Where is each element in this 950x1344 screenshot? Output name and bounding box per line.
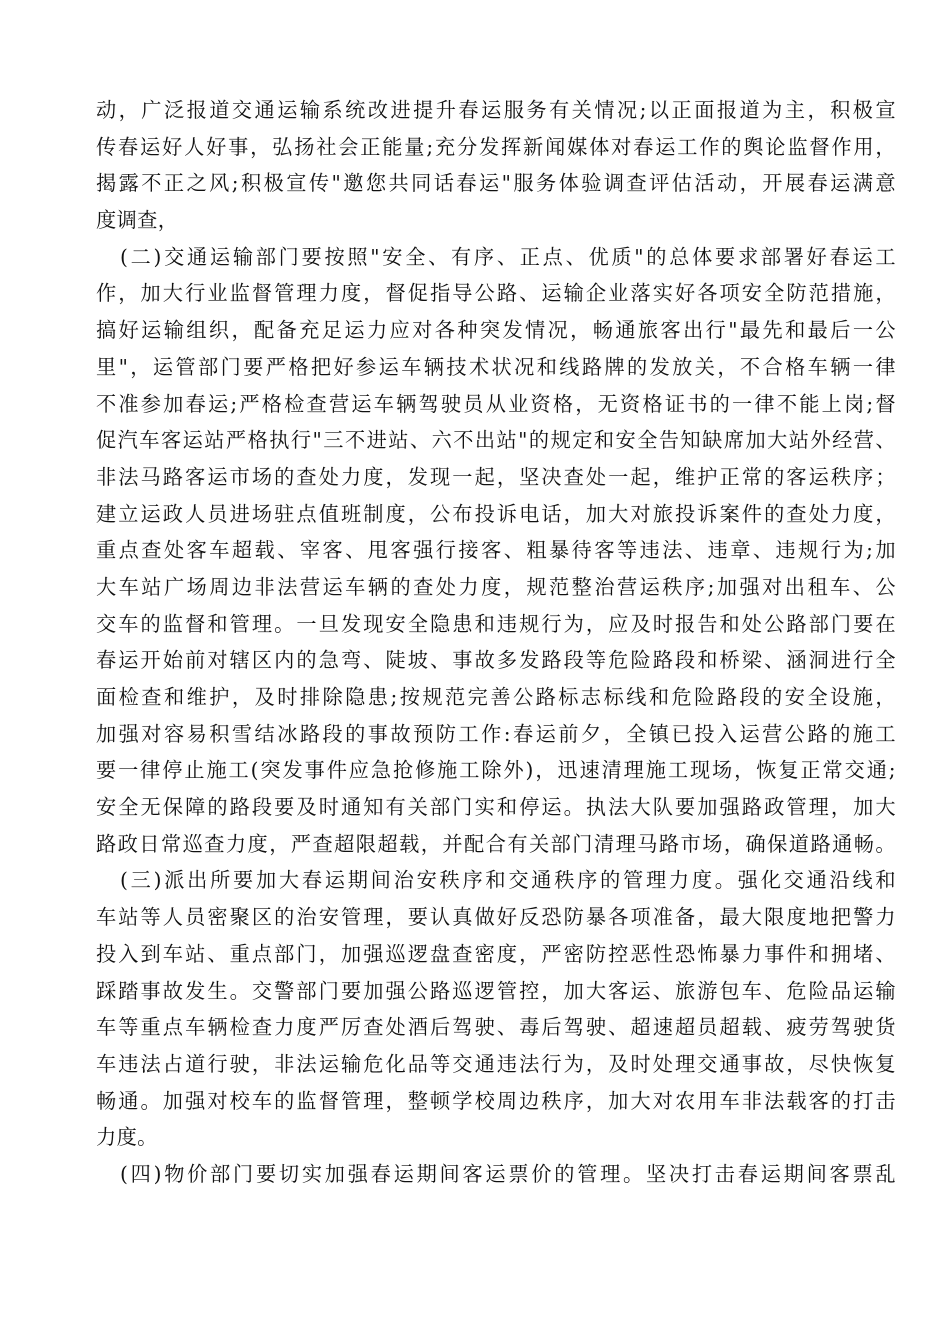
text-line: 畅通。加强对校车的监督管理，整顿学校周边秩序，加大对农用车非法载客的打击: [96, 1088, 896, 1113]
text-line: 度调查，: [96, 208, 179, 233]
text-line: 揭露不正之风;积极宣传"邀您共同话春运"服务体验调查评估活动，开展春运满意: [96, 171, 896, 196]
text-line: 春运开始前对辖区内的急弯、陡坡、事故多发路段等危险路段和桥梁、涵洞进行全: [96, 648, 896, 673]
document-body: [96, 92, 896, 1193]
text-line: 车站等人员密聚区的治安管理，要认真做好反恐防暴各项准备，最大限度地把警力: [96, 905, 896, 930]
text-line: 非法马路客运市场的查处力度，发现一起，坚决查处一起，维护正常的客运秩序；: [96, 464, 896, 489]
text-line: 安全无保障的路段要及时通知有关部门实和停运。执法大队要加强路政管理，加大: [96, 795, 896, 820]
text-line: 路政日常巡查力度，严查超限超载，并配合有关部门清理马路市场，确保道路通畅。: [96, 831, 896, 856]
text-line: 里"，运管部门要严格把好参运车辆技术状况和线路牌的发放关，不合格车辆一律: [96, 354, 896, 379]
text-line: 动，广泛报道交通运输系统改进提升春运服务有关情况;以正面报道为主，积极宣: [96, 98, 896, 122]
text-line: 投入到车站、重点部门，加强巡逻盘查密度，严密防控恶性恐怖暴力事件和拥堵、: [96, 941, 896, 966]
text-line: 要一律停止施工(突发事件应急抢修施工除外)，迅速清理施工现场，恢复正常交通;: [96, 758, 896, 783]
text-line: 力度。: [96, 1125, 158, 1150]
text-line: 车等重点车辆检查力度严厉查处酒后驾驶、毒后驾驶、超速超员超载、疲劳驾驶货: [96, 1015, 896, 1040]
text-line: 不准参加春运;严格检查营运车辆驾驶员从业资格，无资格证书的一律不能上岗;督: [96, 391, 896, 416]
text-line: 加强对容易积雪结冰路段的事故预防工作:春运前夕，全镇已投入运营公路的施工: [96, 721, 896, 746]
text-line: 重点查处客车超载、宰客、甩客强行接客、粗暴待客等违法、违章、违规行为;加: [96, 538, 896, 563]
text-line: 传春运好人好事，弘扬社会正能量;充分发挥新闻媒体对春运工作的舆论监督作用，: [96, 134, 896, 159]
text-line: 车违法占道行驶，非法运输危化品等交通违法行为，及时处理交通事故，尽快恢复: [96, 1051, 896, 1076]
text-line: 促汽车客运站严格执行"三不进站、六不出站"的规定和安全告知缺席加大站外经营、: [96, 428, 896, 453]
text-line: 交车的监督和管理。一旦发现安全隐患和违规行为，应及时报告和处公路部门要在: [96, 611, 896, 636]
text-line: 建立运政人员进场驻点值班制度，公布投诉电话，加大对旅投诉案件的查处力度，: [96, 501, 896, 526]
text-line: 作，加大行业监督管理力度，督促指导公路、运输企业落实好各项安全防范措施，: [96, 281, 896, 306]
text-line: 踩踏事故发生。交警部门要加强公路巡逻管控，加大客运、旅游包车、危险品运输: [96, 978, 896, 1003]
text-line: 面检查和维护，及时排除隐患;按规范完善公路标志标线和危险路段的安全设施，: [96, 685, 896, 709]
paragraph-first-line: (二)交通运输部门要按照"安全、有序、正点、优质"的总体要求部署好春运工: [120, 244, 896, 269]
paragraph-first-line: (三)派出所要加大春运期间治安秩序和交通秩序的管理力度。强化交通沿线和: [120, 868, 896, 893]
text-line: 搞好运输组织，配备充足运力应对各种突发情况，畅通旅客出行"最先和最后一公: [96, 318, 896, 343]
text-line: 大车站广场周边非法营运车辆的查处力度，规范整治营运秩序;加强对出租车、公: [96, 574, 896, 599]
paragraph-first-line: (四)物价部门要切实加强春运期间客运票价的管理。坚决打击春运期间客票乱: [120, 1161, 896, 1186]
